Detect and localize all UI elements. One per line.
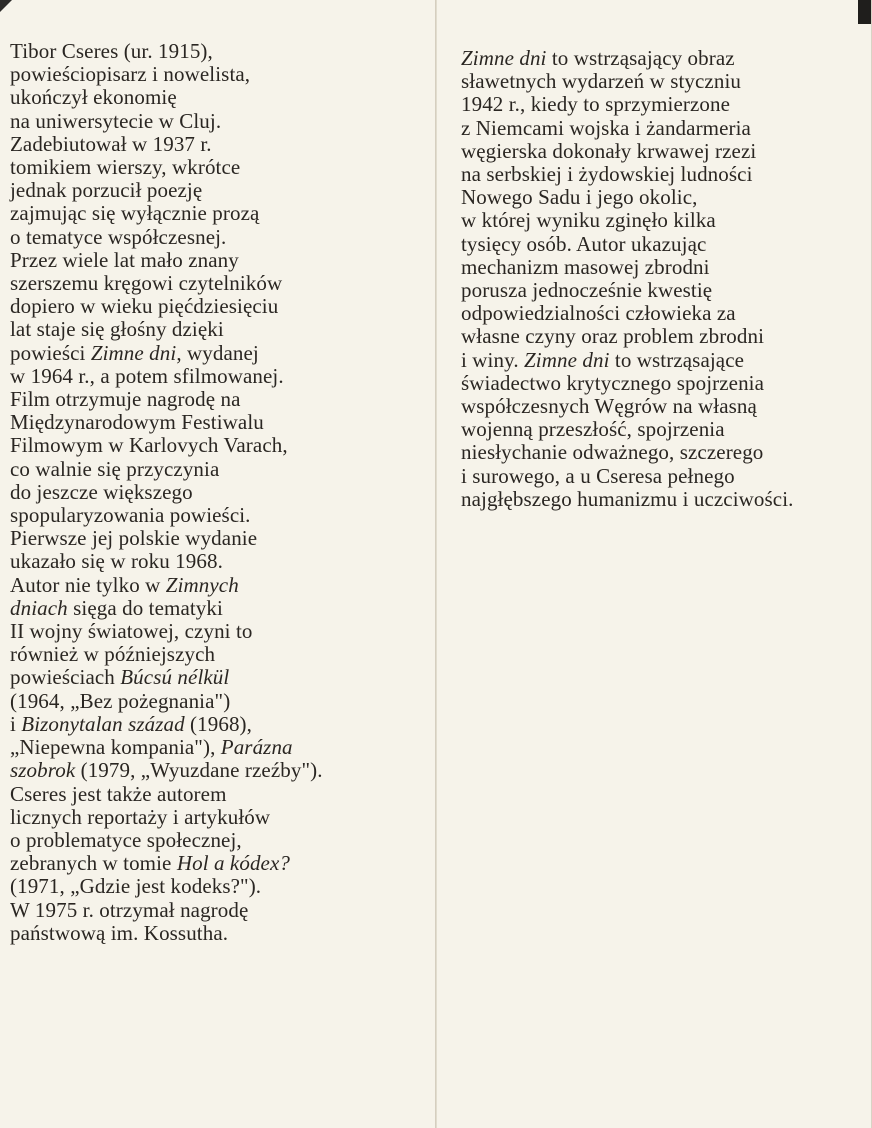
description-line bbox=[461, 325, 861, 348]
text-segment: to wstrząsający obraz bbox=[546, 46, 735, 70]
italic-title: szobrok bbox=[10, 758, 76, 783]
description-line bbox=[461, 418, 861, 441]
bio-line bbox=[10, 110, 420, 133]
text-segment: współczesnych Węgrów na własną bbox=[461, 394, 757, 419]
description-line bbox=[461, 47, 861, 70]
bio-line bbox=[10, 63, 420, 86]
italic-title: Zimnych bbox=[165, 572, 239, 597]
bio-line bbox=[10, 759, 420, 782]
description-line bbox=[461, 372, 861, 395]
italic-title: dniach bbox=[10, 595, 68, 620]
text-segment: powieści bbox=[10, 340, 91, 365]
bio-line bbox=[10, 922, 420, 945]
bio-line bbox=[10, 666, 420, 689]
text-segment: z Niemcami wojska i żandarmeria bbox=[461, 115, 751, 140]
bio-line bbox=[10, 388, 420, 411]
bio-line bbox=[10, 226, 420, 249]
text-segment: ukazało się w roku 1968. bbox=[10, 549, 223, 574]
description-line bbox=[461, 163, 861, 186]
text-segment: na serbskiej i żydowskiej ludności bbox=[461, 162, 753, 187]
bio-line bbox=[10, 504, 420, 527]
text-segment: Międzynarodowym Festiwalu bbox=[10, 410, 264, 435]
text-segment: „Niepewna kompania"), bbox=[10, 735, 221, 760]
text-segment: powieściach bbox=[10, 665, 121, 690]
text-segment: sławetnych wydarzeń w styczniu bbox=[461, 69, 741, 94]
italic-title: Zimne dni bbox=[90, 340, 177, 365]
description-line bbox=[461, 93, 861, 116]
text-segment: zajmując się wyłącznie prozą bbox=[10, 201, 260, 226]
text-segment: powieściopisarz i nowelista, bbox=[10, 62, 251, 87]
bio-line bbox=[10, 643, 420, 666]
bio-line bbox=[10, 295, 420, 318]
description-line bbox=[461, 441, 861, 464]
text-segment: świadectwo krytycznego spojrzenia bbox=[461, 370, 765, 395]
page-corner-mark-right bbox=[858, 0, 872, 24]
bio-line bbox=[10, 736, 420, 759]
description-line bbox=[461, 70, 861, 93]
bio-line bbox=[10, 899, 420, 922]
text-segment: odpowiedzialności człowieka za bbox=[461, 301, 736, 326]
text-segment: do jeszcze większego bbox=[10, 479, 193, 504]
text-segment: lat staje się głośny dzięki bbox=[10, 317, 224, 342]
description-line bbox=[461, 186, 861, 209]
text-segment: dopiero w wieku pięćdziesięciu bbox=[10, 294, 279, 319]
italic-title: Búcsú nélkül bbox=[120, 665, 230, 690]
description-line bbox=[461, 279, 861, 302]
flap-fold-line bbox=[435, 0, 437, 1128]
text-segment: , wydanej bbox=[176, 340, 259, 365]
description-line bbox=[461, 233, 861, 256]
text-segment: spopularyzowania powieści. bbox=[10, 503, 251, 528]
bio-line bbox=[10, 713, 420, 736]
description-line bbox=[461, 488, 861, 511]
italic-title: Parázna bbox=[220, 735, 293, 760]
bio-line bbox=[10, 156, 420, 179]
description-line bbox=[461, 209, 861, 232]
bio-line bbox=[10, 875, 420, 898]
description-line bbox=[461, 256, 861, 279]
bio-line bbox=[10, 249, 420, 272]
bio-line bbox=[10, 272, 420, 295]
italic-title: Zimne dni bbox=[524, 347, 610, 372]
text-segment: najgłębszego humanizmu i uczciwości. bbox=[461, 486, 794, 511]
bio-line bbox=[10, 411, 420, 434]
text-segment: licznych reportaży i artykułów bbox=[10, 804, 271, 829]
text-segment: i winy. bbox=[461, 347, 525, 372]
bio-line bbox=[10, 40, 420, 63]
bio-line bbox=[10, 481, 420, 504]
text-segment: zebranych w tomie bbox=[10, 851, 177, 876]
text-segment: W 1975 r. otrzymał nagrodę bbox=[10, 897, 249, 922]
bio-line bbox=[10, 550, 420, 573]
text-segment: to wstrząsające bbox=[609, 347, 745, 372]
text-segment: Zadebiutował w 1937 r. bbox=[10, 131, 212, 156]
italic-title: Zimne dni bbox=[461, 46, 547, 70]
text-segment: również w późniejszych bbox=[10, 642, 216, 667]
text-segment: Przez wiele lat mało znany bbox=[10, 247, 239, 272]
text-segment: Cseres jest także autorem bbox=[10, 781, 227, 806]
text-segment: o tematyce współczesnej. bbox=[10, 224, 227, 249]
text-segment: tysięcy osób. Autor ukazując bbox=[461, 231, 707, 256]
text-segment: ukończył ekonomię bbox=[10, 85, 177, 110]
bio-line bbox=[10, 852, 420, 875]
text-segment: o problematyce społecznej, bbox=[10, 827, 242, 852]
bio-line bbox=[10, 690, 420, 713]
bio-line bbox=[10, 458, 420, 481]
bio-line bbox=[10, 86, 420, 109]
description-line bbox=[461, 395, 861, 418]
text-segment: co walnie się przyczynia bbox=[10, 456, 220, 481]
text-segment: Autor nie tylko w bbox=[10, 572, 166, 597]
bio-line bbox=[10, 620, 420, 643]
description-line bbox=[461, 140, 861, 163]
text-segment: Pierwsze jej polskie wydanie bbox=[10, 526, 258, 551]
text-segment: Tibor Cseres (ur. 1915), bbox=[10, 39, 213, 63]
text-segment: szerszemu kręgowi czytelników bbox=[10, 271, 283, 296]
text-segment: Nowego Sadu i jego okolic, bbox=[461, 185, 698, 210]
text-segment: Film otrzymuje nagrodę na bbox=[10, 387, 241, 412]
text-segment: wojenną przeszłość, spojrzenia bbox=[461, 417, 725, 442]
text-segment: niesłychanie odważnego, szczerego bbox=[461, 440, 764, 465]
text-segment: własne czyny oraz problem zbrodni bbox=[461, 324, 765, 349]
description-line bbox=[461, 117, 861, 140]
text-segment: i bbox=[10, 711, 22, 736]
bio-line bbox=[10, 365, 420, 388]
bio-line bbox=[10, 318, 420, 341]
text-segment: II wojny światowej, czyni to bbox=[10, 619, 253, 644]
text-segment: państwową im. Kossutha. bbox=[10, 920, 229, 945]
bio-line bbox=[10, 783, 420, 806]
text-segment: mechanizm masowej zbrodni bbox=[461, 254, 710, 279]
text-segment: (1979, „Wyuzdane rzeźby"). bbox=[75, 758, 323, 783]
text-segment: tomikiem wierszy, wkrótce bbox=[10, 155, 241, 180]
text-segment: 1942 r., kiedy to sprzymierzone bbox=[461, 92, 731, 117]
bio-line bbox=[10, 434, 420, 457]
text-segment: w 1964 r., a potem sfilmowanej. bbox=[10, 363, 284, 388]
text-segment: (1964, „Bez pożegnania") bbox=[10, 688, 231, 713]
bio-line bbox=[10, 574, 420, 597]
text-segment: Filmowym w Karlovych Varach, bbox=[10, 433, 288, 458]
description-line bbox=[461, 302, 861, 325]
text-segment: porusza jednocześnie kwestię bbox=[461, 278, 713, 303]
bio-line bbox=[10, 133, 420, 156]
text-segment: na uniwersytecie w Cluj. bbox=[10, 108, 222, 133]
page-corner-mark bbox=[0, 0, 12, 12]
bio-line bbox=[10, 527, 420, 550]
bio-line bbox=[10, 342, 420, 365]
text-segment: węgierska dokonały krwawej rzezi bbox=[461, 138, 757, 163]
text-segment: (1968), bbox=[184, 711, 252, 736]
bio-line bbox=[10, 806, 420, 829]
italic-title: Bizonytalan század bbox=[21, 711, 185, 736]
text-segment: sięga do tematyki bbox=[67, 595, 223, 620]
bio-line bbox=[10, 597, 420, 620]
author-bio-column bbox=[10, 40, 420, 945]
book-description-column bbox=[461, 47, 861, 511]
bio-line bbox=[10, 202, 420, 225]
bio-line bbox=[10, 179, 420, 202]
description-line bbox=[461, 349, 861, 372]
text-segment: (1971, „Gdzie jest kodeks?"). bbox=[10, 874, 262, 899]
text-segment: jednak porzucił poezję bbox=[10, 178, 203, 203]
bio-line bbox=[10, 829, 420, 852]
text-segment: i surowego, a u Cseresa pełnego bbox=[461, 463, 735, 488]
text-segment: w której wyniku zginęło kilka bbox=[461, 208, 716, 233]
italic-title: Hol a kódex? bbox=[176, 851, 290, 876]
description-line bbox=[461, 465, 861, 488]
